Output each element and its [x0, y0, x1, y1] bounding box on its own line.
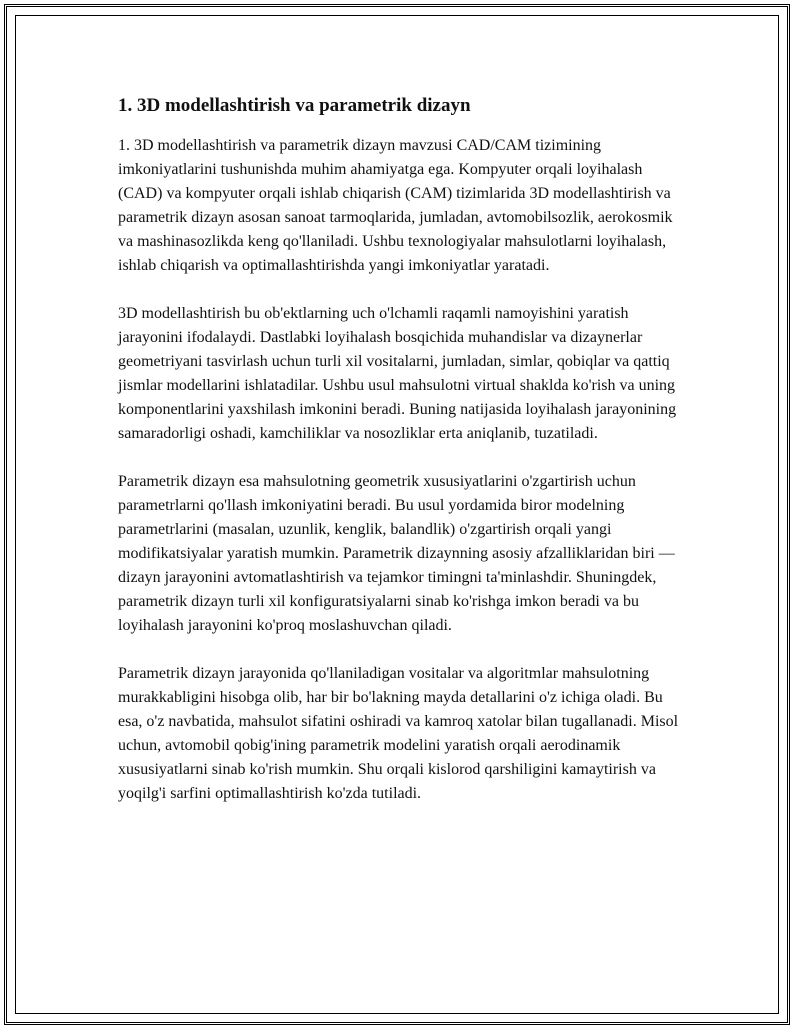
document-body: [118, 92, 690, 830]
paragraph-1: 1. 3D modellashtirish va parametrik dizayn mavzusi CAD/CAM tizimining imkoniyatlarini tushunishda muhim ahamiyatga ega. Kompyuter orqali loyihalash (CAD) va kompyuter orqali ishlab chiqarish (CAM) tizimlarida 3D modellashtirish va parametrik dizayn asosan sanoat tarmoqlarida, jumladan, avtomobilsozlik, aerokosmik va mashinasozlikda keng qo'llaniladi. Ushbu texnologiyalar mahsulotlarni loyihalash, ishlab chiqarish va optimallashtirishda yangi imkoniyatlar yaratadi.: [118, 137, 673, 274]
paragraph-2: 3D modellashtirish bu ob'ektlarning uch o'lchamli raqamli namoyishini yaratish jarayonini ifodalaydi. Dastlabki loyihalash bosqichida muhandislar va dizaynerlar geometriyani tasvirlash uchun turli xil vositalarni, jumladan, simlar, qobiqlar va qattiq jismlar modellarini ishlatadilar. Ushbu usul mahsulotni virtual shaklda ko'rish va uning komponentlarini yaxshilash imkonini beradi. Buning natijasida loyihalash jarayonining samaradorligi oshadi, kamchiliklar va nosozliklar erta aniqlanib, tuzatiladi.: [118, 305, 677, 442]
paragraph-3: Parametrik dizayn esa mahsulotning geometrik xususiyatlarini o'zgartirish uchun parametrlarni qo'llash imkoniyatini beradi. Bu usul yordamida biror modelning parametrlarini (masalan, uzunlik, kenglik, balandlik) o'zgartirish orqali yangi modifikatsiyalar yaratish mumkin. Parametrik dizaynning asosiy afzalliklaridan biri — dizayn jarayonini avtomatlashtirish va tejamkor timingni ta'minlashdir. Shuningdek, parametrik dizayn turli xil konfiguratsiyalarni sinab ko'rishga imkon beradi va bu loyihalash jarayonini ko'proq moslashuvchan qiladi.: [118, 473, 675, 634]
paragraph-4: Parametrik dizayn jarayonida qo'llaniladigan vositalar va algoritmlar mahsulotning murakkabligini hisobga olib, har bir bo'lakning mayda detallarini o'z ichiga oladi. Bu esa, o'z navbatida, mahsulot sifatini oshiradi va kamroq xatolar bilan tugallanadi. Misol uchun, avtomobil qobig'ining parametrik modelini yaratish orqali aerodinamik xususiyatlarni sinab ko'rish mumkin. Shu orqali kislorod qarshiligini kamaytirish va yoqilg'i sarfini optimallashtirish ko'zda tutiladi.: [118, 665, 679, 802]
section-heading: 1. 3D modellashtirish va parametrik dizayn: [118, 95, 471, 116]
